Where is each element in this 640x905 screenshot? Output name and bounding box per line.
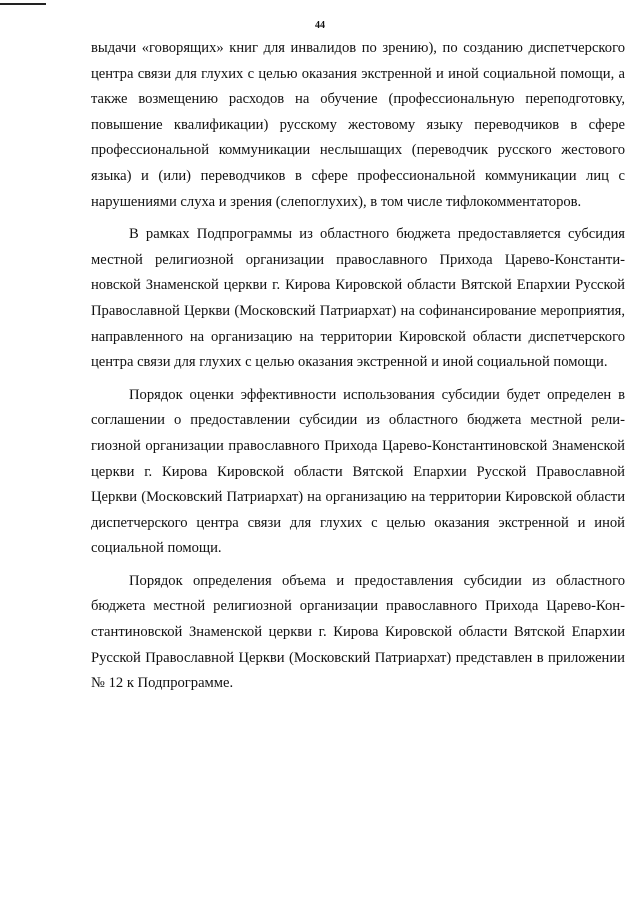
top-rule — [0, 3, 46, 5]
paragraph-2: В рамках Подпрограммы из областного бюджета предоставляется субсидия местной религиозной организации православного Прихода Царево-Константиновской Знаменской церкви г. Кирова Кировской области Вятской Епархии Русской Православной Церкви (Московский Патриархат) на софинансирование мероприятия, направленного на организацию на территории Кировской области диспетчерского центра связи для глухих с целью оказания экстренной и иной социальной помощи. — [91, 226, 625, 371]
paragraph-1: выдачи «говорящих» книг для инвалидов по зрению), по созданию диспетчерского центра связи для глухих с целью оказания экстренной и иной социальной помощи, а также возмещению расходов на обучение (профессиональную переподготовку, повышение квалификации) русскому жестовому языку переводчиков в сфере профессиональной коммуникации неслышащих (переводчик русского жестового языка) и (или) переводчиков в сфере профессиональной коммуникации лиц с нарушениями слуха и зрения (слепоглухих), в том числе тифлокомментаторов. — [91, 40, 625, 210]
page-number: 44 — [315, 20, 325, 31]
paragraph-3: Порядок оценки эффективности использования субсидии будет определен в соглашении о предоставлении субсидии из областного бюджета местной религиозной организации православного Прихода Царево-Константиновской Знаменской церкви г. Кирова Кировской области Вятской Епархии Русской Православной Церкви (Московский Патриархат) на организацию на территории Кировской области диспетчерского центра связи для глухих с целью оказания экстренной и иной социальной помощи. — [91, 386, 625, 557]
paragraph-4: Порядок определения объема и предоставления субсидии из областного бюджета местной религиозной организации православного Прихода Царево-Константиновской Знаменской церкви г. Кирова Кировской области Вятской Епархии Русской Православной Церкви (Московский Патриархат) представлен в приложении № 12 к Подпрограмме. — [91, 572, 625, 692]
page-body — [91, 36, 625, 697]
